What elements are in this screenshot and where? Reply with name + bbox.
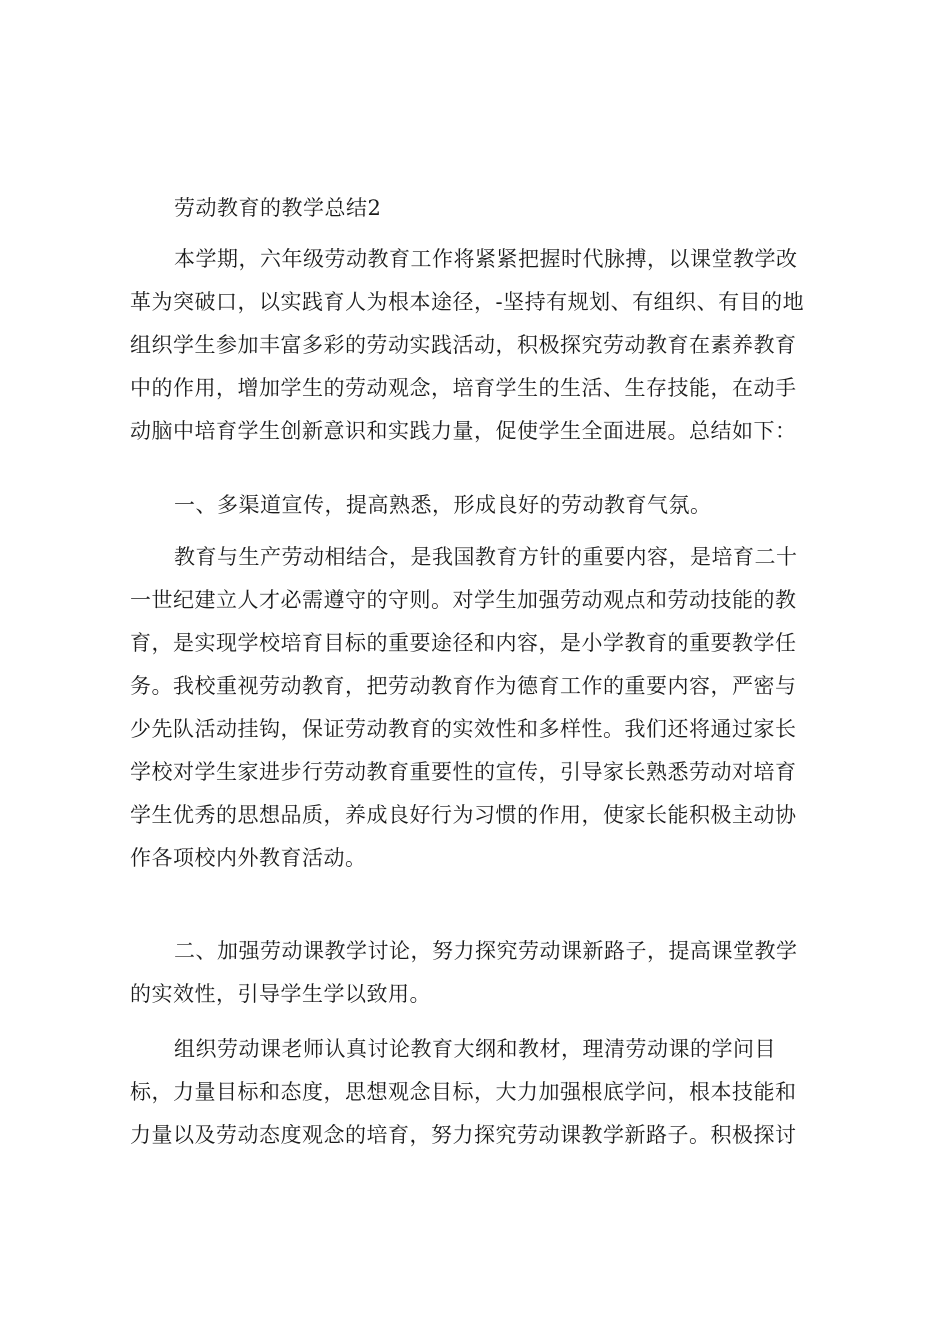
- document-title: 劳动教育的教学总结2: [174, 196, 382, 220]
- paragraph-2: [130, 536, 830, 880]
- paragraph-3: [130, 1028, 830, 1157]
- heading-line: 二、加强劳动课教学讨论，努力探究劳动课新路子，提高课堂教学: [174, 939, 798, 963]
- text-line: 务。我校重视劳动教育，把劳动教育作为德育工作的重要内容，严密与: [130, 674, 797, 698]
- text-line: 教育与生产劳动相结合，是我国教育方针的重要内容，是培育二十: [174, 545, 798, 569]
- text-line: 一世纪建立人才必需遵守的守则。对学生加强劳动观点和劳动技能的教: [130, 588, 797, 612]
- text-line: 少先队活动挂钩，保证劳动教育的实效性和多样性。我们还将通过家长: [130, 717, 797, 741]
- text-line: 学校对学生家进步行劳动教育重要性的宣传，引导家长熟悉劳动对培育: [130, 760, 797, 784]
- text-line: 学生优秀的思想品质，养成良好行为习惯的作用，使家长能积极主动协: [130, 803, 797, 827]
- text-line: 作各项校内外教育活动。: [130, 846, 367, 870]
- text-line: 育，是实现学校培育目标的重要途径和内容，是小学教育的重要教学任: [130, 631, 797, 655]
- heading-line: 的实效性，引导学生学以致用。: [130, 982, 431, 1006]
- text-line: 组织劳动课老师认真讨论教育大纲和教材，理清劳动课的学问目: [174, 1037, 776, 1061]
- text-line: 标，力量目标和态度，思想观念目标，大力加强根底学问，根本技能和: [130, 1080, 797, 1104]
- section-heading-2: [130, 930, 830, 1016]
- paragraph-1: [130, 238, 830, 453]
- text-line: 革为突破口，以实践育人为根本途径，-坚持有规划、有组织、有目的地: [130, 290, 805, 314]
- text-line: 组织学生参加丰富多彩的劳动实践活动，积极探究劳动教育在素养教育: [130, 333, 797, 357]
- section-heading-1: [130, 484, 830, 527]
- text-line: 中的作用，增加学生的劳动观念，培育学生的生活、生存技能，在动手: [130, 376, 797, 400]
- text-line: 力量以及劳动态度观念的培育，努力探究劳动课教学新路子。积极探讨: [130, 1123, 797, 1147]
- text-line: 本学期，六年级劳动教育工作将紧紧把握时代脉搏，以课堂教学改: [174, 247, 798, 271]
- heading-line: 一、多渠道宣传，提高熟悉，形成良好的劳动教育气氛。: [174, 493, 712, 517]
- text-line: 动脑中培育学生创新意识和实践力量，促使学生全面进展。总结如下：: [130, 419, 797, 443]
